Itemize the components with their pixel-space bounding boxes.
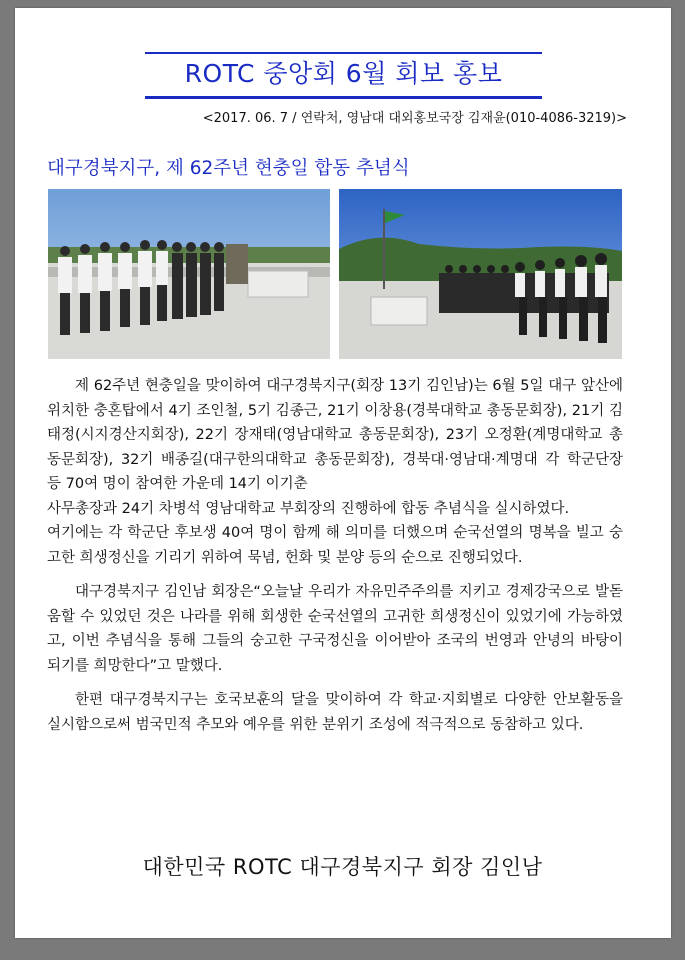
article-paragraph: 사무총장과 24기 차병석 영남대학교 부회장의 진행하에 합동 추념식을 실시하였다. [47, 500, 570, 517]
signature-line: 대한민국 ROTC 대구경북지구 회장 김인남 [142, 855, 543, 879]
document-title: ROTC 중앙회 6월 회보 홍보 [184, 59, 503, 88]
title-box [145, 52, 542, 99]
memorial-photo-members-bowing [48, 189, 330, 359]
article-body [47, 374, 623, 737]
article-paragraph: 대구경북지구 김인남 회장은“오늘날 우리가 자유민주주의를 지키고 경제강국으로 발돋움할 수 있었던 것은 나라를 위해 회생한 순국선열의 고귀한 희생정신이 있었기에 가능하였고, 이번 추념식을 통해 그들의 숭고한 구국정신을 이어받아 조국의 번영과 안녕의 바탕이 되기를 희망한다”고 말했다. [47, 584, 623, 674]
contact-line: <2017. 06. 7 / 연락처, 영남대 대외홍보국장 김재윤(010-4086-3219)> [202, 111, 627, 126]
article-paragraph: 한편 대구경북지구는 호국보훈의 달을 맞이하여 각 학교·지회별로 다양한 안보활동을 실시함으로써 범국민적 추모와 예우를 위한 분위기 조성에 적극적으로 동참하고 있다. [47, 692, 623, 733]
memorial-photo-ceremony-ranks [339, 189, 622, 359]
section-title: 대구경북지구, 제 62주년 현충일 합동 추념식 [47, 158, 410, 179]
article-paragraph: 여기에는 각 학군단 후보생 40여 명이 함께 해 의미를 더했으며 순국선열의 명복을 빌고 숭고한 희생정신을 기리기 위하여 묵념, 헌화 및 분양 등의 순으로 진행되었다. [47, 525, 623, 566]
article-paragraph: 제 62주년 현충일을 맞이하여 대구경북지구(회장 13기 김인남)는 6월 5일 대구 앞산에 위치한 충혼탑에서 4기 조인철, 5기 김종근, 21기 이창용(경북대학교 총동문회장), 21기 김태정(시지경산지회장), 22기 장재태(영남대학교 총동문회장), 23기 오정환(계명대학교 총동문회장), 32기 배종길(대구한의대학교 총동문회장), 경북대·영남대·계명대 각 학군단장 등 70여 명이 참여한 가운데 14기 이기춘 [47, 378, 623, 492]
